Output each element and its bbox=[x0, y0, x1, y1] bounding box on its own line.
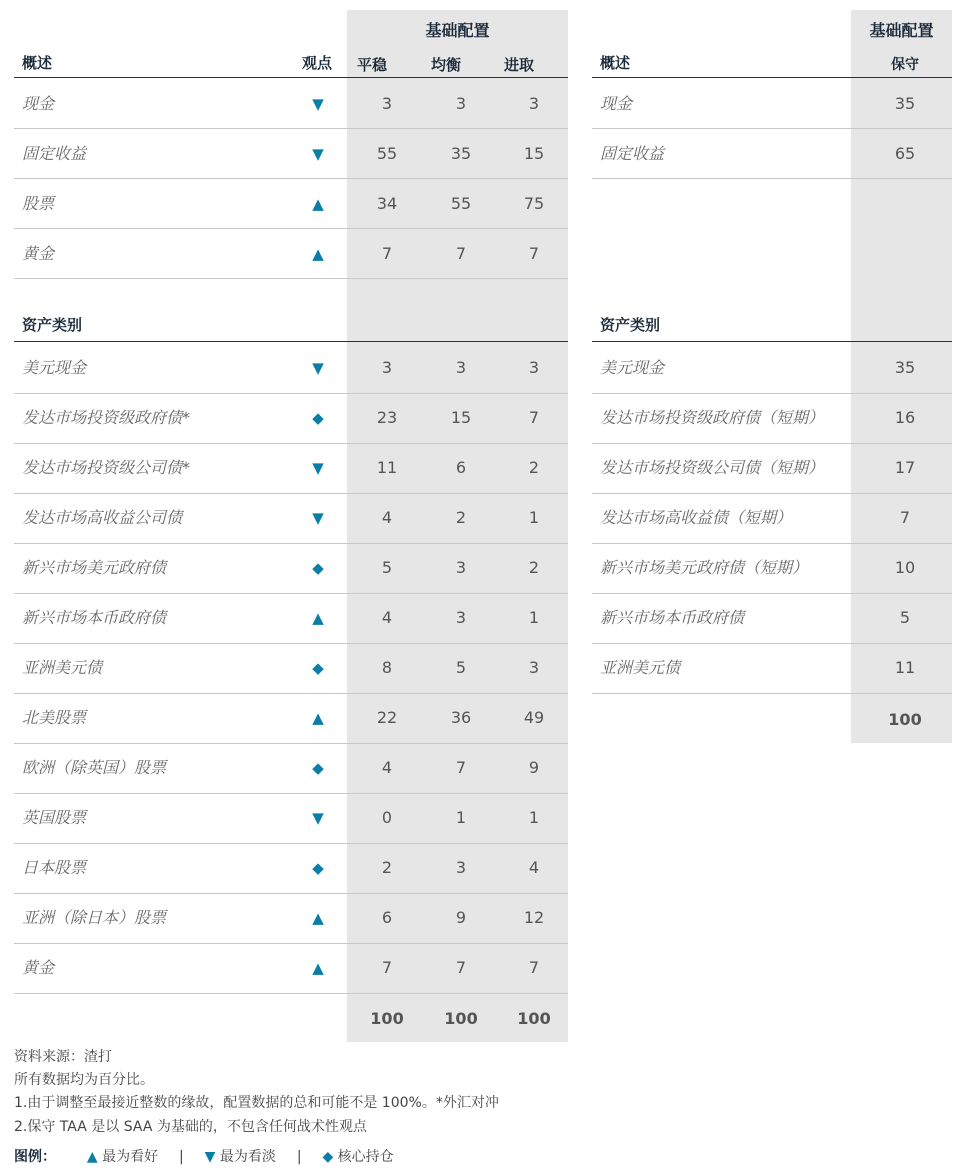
table-row bbox=[592, 343, 952, 393]
right-section-rule bbox=[592, 341, 952, 342]
table-row bbox=[592, 643, 952, 693]
cell-stable: 3 bbox=[381, 358, 393, 377]
row-label: 新兴市场本币政府债 bbox=[600, 608, 745, 627]
footnote-source: 资料来源：渣打 bbox=[14, 1049, 112, 1065]
cell-balanced: 7 bbox=[455, 758, 467, 777]
cell-aggressive: 7 bbox=[528, 244, 540, 263]
cell-balanced: 7 bbox=[455, 958, 467, 977]
cell-stable: 4 bbox=[381, 508, 393, 527]
table-row bbox=[592, 543, 952, 593]
cell-balanced: 15 bbox=[450, 408, 472, 427]
cell-aggressive: 15 bbox=[523, 144, 545, 163]
cell-conservative: 5 bbox=[899, 608, 911, 627]
row-label: 股票 bbox=[22, 194, 55, 213]
cell-stable: 23 bbox=[376, 408, 398, 427]
legend-down-icon: ▼ bbox=[204, 1149, 216, 1165]
row-label: 亚洲美元债 bbox=[600, 658, 681, 677]
col-balanced: 均衡 bbox=[430, 56, 461, 74]
cell-conservative: 7 bbox=[899, 508, 911, 527]
legend-up-icon: ▲ bbox=[86, 1149, 98, 1165]
row-label: 北美股票 bbox=[22, 708, 87, 727]
view-down-icon: ▼ bbox=[312, 145, 324, 163]
cell-conservative: 17 bbox=[894, 458, 916, 477]
row-label: 发达市场投资级政府债* bbox=[22, 408, 191, 427]
cell-stable: 5 bbox=[381, 558, 393, 577]
left-section-rule bbox=[14, 341, 568, 342]
table-row bbox=[14, 393, 568, 443]
row-label: 亚洲（除日本）股票 bbox=[22, 908, 167, 927]
cell-balanced: 5 bbox=[455, 658, 467, 677]
cell-stable: 2 bbox=[381, 858, 393, 877]
cell-stable: 7 bbox=[381, 958, 393, 977]
legend-title: 图例： bbox=[14, 1149, 56, 1165]
footnote-1: 1.由于调整至最接近整数的缘故，配置数据的总和可能不是 100%。*外汇对冲 bbox=[14, 1095, 499, 1111]
legend-separator: | bbox=[296, 1149, 302, 1165]
row-divider bbox=[592, 178, 952, 179]
table-row bbox=[592, 129, 952, 179]
legend bbox=[14, 1146, 394, 1166]
table-row bbox=[14, 79, 568, 129]
row-label: 固定收益 bbox=[22, 144, 87, 163]
row-label: 发达市场投资级政府债（短期） bbox=[600, 408, 825, 427]
cell-balanced: 3 bbox=[455, 558, 467, 577]
legend-label-core-holding: 核心持仓 bbox=[337, 1149, 394, 1165]
cell-balanced: 2 bbox=[455, 508, 467, 527]
table-row bbox=[592, 443, 952, 493]
cell-aggressive: 9 bbox=[528, 758, 540, 777]
row-label: 现金 bbox=[600, 94, 633, 113]
total-conservative: 100 bbox=[888, 710, 922, 729]
cell-balanced: 1 bbox=[455, 808, 467, 827]
row-label: 发达市场投资级公司债（短期） bbox=[600, 458, 825, 477]
cell-stable: 4 bbox=[381, 758, 393, 777]
row-label: 新兴市场美元政府债 bbox=[22, 558, 167, 577]
cell-stable: 4 bbox=[381, 608, 393, 627]
legend-separator: | bbox=[179, 1149, 184, 1165]
cell-aggressive: 3 bbox=[528, 658, 540, 677]
view-up-icon: ▲ bbox=[312, 609, 324, 627]
view-up-icon: ▲ bbox=[312, 245, 324, 263]
cell-aggressive: 12 bbox=[523, 908, 545, 927]
cell-balanced: 36 bbox=[450, 708, 472, 727]
view-diamond-icon: ◆ bbox=[312, 759, 324, 777]
table-row bbox=[14, 179, 568, 229]
cell-aggressive: 1 bbox=[528, 808, 540, 827]
table-row bbox=[592, 393, 952, 443]
col-aggressive: 进取 bbox=[503, 56, 534, 74]
right-header-rule bbox=[592, 77, 952, 78]
left-col-view: 观点 bbox=[302, 54, 333, 72]
table-row bbox=[14, 943, 568, 993]
table-row bbox=[14, 893, 568, 943]
cell-aggressive: 4 bbox=[528, 858, 540, 877]
cell-balanced: 3 bbox=[455, 358, 467, 377]
cell-aggressive: 7 bbox=[528, 958, 540, 977]
view-down-icon: ▼ bbox=[312, 95, 324, 113]
legend-diamond-icon: ◆ bbox=[322, 1149, 334, 1165]
row-label: 现金 bbox=[22, 94, 55, 113]
view-down-icon: ▼ bbox=[312, 509, 324, 527]
cell-aggressive: 7 bbox=[528, 408, 540, 427]
left-header-rule bbox=[14, 77, 568, 78]
cell-balanced: 9 bbox=[455, 908, 467, 927]
footnote-percent: 所有数据均为百分比。 bbox=[14, 1072, 154, 1088]
table-row bbox=[14, 843, 568, 893]
view-diamond-icon: ◆ bbox=[312, 859, 324, 877]
table-row bbox=[592, 79, 952, 129]
table-row bbox=[14, 443, 568, 493]
cell-stable: 11 bbox=[376, 458, 398, 477]
cell-balanced: 6 bbox=[455, 458, 467, 477]
cell-aggressive: 2 bbox=[528, 458, 540, 477]
row-label: 英国股票 bbox=[22, 808, 87, 827]
cell-conservative: 65 bbox=[894, 144, 916, 163]
view-down-icon: ▼ bbox=[312, 459, 324, 477]
cell-stable: 7 bbox=[381, 244, 393, 263]
cell-balanced: 7 bbox=[455, 244, 467, 263]
row-label: 固定收益 bbox=[600, 144, 665, 163]
table-row bbox=[14, 793, 568, 843]
row-divider bbox=[14, 278, 568, 279]
table-row bbox=[14, 343, 568, 393]
total-balanced: 100 bbox=[444, 1009, 478, 1028]
cell-conservative: 35 bbox=[894, 358, 916, 377]
legend-label-least-preferred: 最为看淡 bbox=[219, 1149, 276, 1165]
cell-conservative: 11 bbox=[894, 658, 916, 677]
cell-aggressive: 3 bbox=[528, 94, 540, 113]
row-label: 发达市场高收益债（短期） bbox=[600, 508, 793, 527]
view-up-icon: ▲ bbox=[312, 959, 324, 977]
cell-aggressive: 2 bbox=[528, 558, 540, 577]
row-label: 发达市场高收益公司债 bbox=[22, 508, 183, 527]
view-diamond-icon: ◆ bbox=[312, 559, 324, 577]
cell-aggressive: 1 bbox=[528, 608, 540, 627]
row-label: 黄金 bbox=[22, 958, 55, 977]
view-diamond-icon: ◆ bbox=[312, 659, 324, 677]
table-row bbox=[14, 693, 568, 743]
legend-label-most-preferred: 最为看好 bbox=[102, 1149, 159, 1165]
view-up-icon: ▲ bbox=[312, 909, 324, 927]
row-divider bbox=[14, 993, 568, 994]
cell-conservative: 35 bbox=[894, 94, 916, 113]
table-row bbox=[14, 493, 568, 543]
table-row bbox=[14, 543, 568, 593]
right-group-header: 基础配置 bbox=[869, 21, 934, 40]
table-row bbox=[592, 493, 952, 543]
view-diamond-icon: ◆ bbox=[312, 409, 324, 427]
cell-balanced: 3 bbox=[455, 94, 467, 113]
cell-aggressive: 49 bbox=[523, 708, 545, 727]
view-down-icon: ▼ bbox=[312, 809, 324, 827]
footnote-2: 2.保守 TAA 是以 SAA 为基础的，不包含任何战术性观点 bbox=[14, 1119, 367, 1135]
view-up-icon: ▲ bbox=[312, 195, 324, 213]
left-section-asset-class: 资产类别 bbox=[22, 316, 83, 334]
cell-balanced: 3 bbox=[455, 858, 467, 877]
row-label: 黄金 bbox=[22, 244, 55, 263]
col-stable: 平稳 bbox=[356, 56, 387, 74]
total-stable: 100 bbox=[370, 1009, 404, 1028]
cell-stable: 34 bbox=[376, 194, 398, 213]
row-divider bbox=[592, 693, 952, 694]
cell-stable: 55 bbox=[376, 144, 398, 163]
row-label: 新兴市场美元政府债（短期） bbox=[600, 558, 809, 577]
cell-aggressive: 3 bbox=[528, 358, 540, 377]
view-up-icon: ▲ bbox=[312, 709, 324, 727]
cell-conservative: 10 bbox=[894, 558, 916, 577]
row-label: 发达市场投资级公司债* bbox=[22, 458, 191, 477]
table-row bbox=[14, 743, 568, 793]
cell-conservative: 16 bbox=[894, 408, 916, 427]
cell-stable: 22 bbox=[376, 708, 398, 727]
view-down-icon: ▼ bbox=[312, 359, 324, 377]
table-row bbox=[14, 129, 568, 179]
cell-balanced: 35 bbox=[450, 144, 472, 163]
table-row bbox=[14, 643, 568, 693]
row-label: 欧洲（除英国）股票 bbox=[22, 758, 167, 777]
right-section-asset-class: 资产类别 bbox=[600, 316, 661, 334]
cell-stable: 6 bbox=[381, 908, 393, 927]
left-group-header: 基础配置 bbox=[425, 21, 490, 40]
left-col-overview: 概述 bbox=[22, 54, 53, 72]
cell-balanced: 55 bbox=[450, 194, 472, 213]
row-label: 美元现金 bbox=[600, 358, 665, 377]
row-label: 亚洲美元债 bbox=[22, 658, 103, 677]
right-col-overview: 概述 bbox=[600, 54, 631, 72]
total-aggressive: 100 bbox=[517, 1009, 551, 1028]
col-conservative: 保守 bbox=[891, 57, 919, 73]
cell-stable: 3 bbox=[381, 94, 393, 113]
cell-balanced: 3 bbox=[455, 608, 467, 627]
cell-aggressive: 1 bbox=[528, 508, 540, 527]
cell-aggressive: 75 bbox=[523, 194, 545, 213]
cell-stable: 8 bbox=[381, 658, 393, 677]
row-label: 新兴市场本币政府债 bbox=[22, 608, 167, 627]
cell-stable: 0 bbox=[381, 808, 393, 827]
table-row bbox=[14, 229, 568, 279]
table-row bbox=[14, 593, 568, 643]
row-label: 日本股票 bbox=[22, 858, 87, 877]
row-label: 美元现金 bbox=[22, 358, 87, 377]
table-row bbox=[592, 593, 952, 643]
